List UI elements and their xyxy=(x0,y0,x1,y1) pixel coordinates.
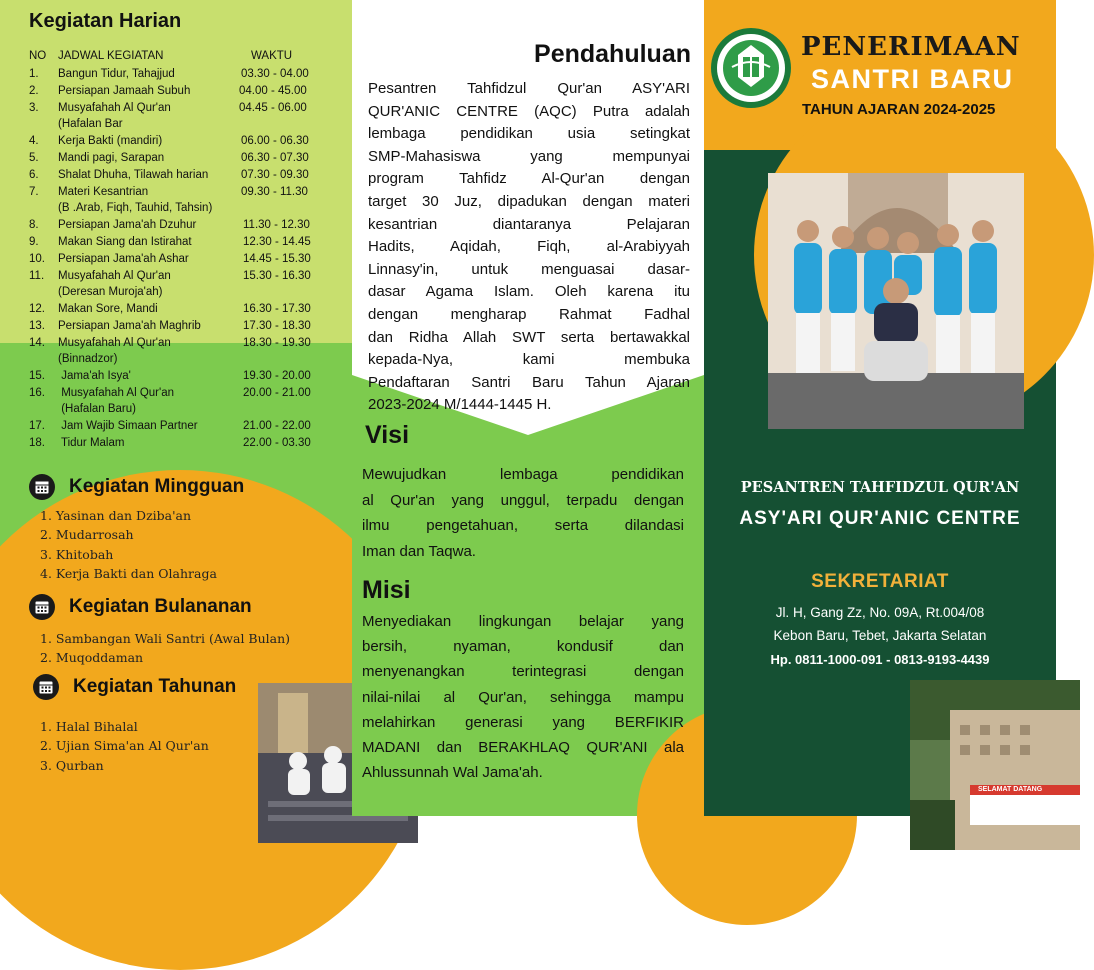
list-item: 3. Khitobah xyxy=(40,546,114,562)
yearly-heading xyxy=(33,674,236,700)
row-activity: Musyafahah Al Qur'an (Binnadzor) xyxy=(58,337,171,365)
middle-panel xyxy=(352,0,704,816)
row-number: 14. xyxy=(29,337,45,349)
row-number: 8. xyxy=(29,219,39,231)
text-line: Linnasy'in, untuk menguasai dasar- xyxy=(368,260,690,278)
text-line: lembaga pendidikan usia setingkat xyxy=(368,125,690,143)
text-line: MADANI dan BERAKHLAQ QUR'ANI ala xyxy=(362,739,684,757)
intro-text xyxy=(368,78,690,417)
banner-text: SELAMAT DATANG xyxy=(978,786,1043,793)
title-penerimaan: PENERIMAAN xyxy=(801,32,1021,62)
schedule-header xyxy=(29,50,329,64)
text-line: SMP-Mahasiswa yang mempunyai xyxy=(368,147,690,165)
left-panel xyxy=(0,0,352,816)
table-row xyxy=(29,150,349,167)
text-line: Pesantren Tahfidzul Qur'an ASY'ARI xyxy=(368,80,690,97)
monthly-heading xyxy=(29,594,252,620)
row-number: 11. xyxy=(29,270,45,282)
row-number: 18. xyxy=(29,437,45,449)
monthly-list xyxy=(40,629,290,668)
text-line: target 30 Juz, dipadukan dengan materi xyxy=(368,192,690,210)
table-row xyxy=(29,368,349,385)
table-row xyxy=(29,301,349,318)
row-time: 17.30 - 18.30 xyxy=(243,320,311,332)
calendar-icon xyxy=(33,674,59,700)
row-time: 04.00 - 45.00 xyxy=(239,85,307,97)
text-line: Menyediakan lingkungan belajar yang xyxy=(362,613,684,630)
weekly-title: Kegiatan Mingguan xyxy=(69,476,245,497)
table-row xyxy=(29,335,349,368)
header-activity: JADWAL KEGIATAN xyxy=(58,50,164,62)
text-line: QUR'ANIC CENTRE (AQC) Putra adalah xyxy=(368,102,690,120)
list-item: 2. Ujian Sima'an Al Qur'an xyxy=(40,738,209,754)
misi-title: Misi xyxy=(362,576,411,604)
address-line-1: Jl. H, Gang Zz, No. 09A, Rt.004/08 xyxy=(775,605,985,620)
visi-title: Visi xyxy=(365,421,410,449)
text-line: al Qur'an yang unggul, terpadu dengan xyxy=(362,491,684,509)
text-line: ilmu pengetahuan, serta dilandasi xyxy=(362,517,684,535)
table-row xyxy=(29,167,349,184)
table-row xyxy=(29,66,349,83)
row-number: 7. xyxy=(29,186,39,198)
row-activity: Persiapan Jamaah Subuh xyxy=(58,85,191,97)
row-number: 13. xyxy=(29,320,45,332)
row-number: 15. xyxy=(29,370,45,382)
building-photo xyxy=(910,680,1080,850)
table-row xyxy=(29,251,349,268)
row-time: 22.00 - 03.30 xyxy=(243,437,311,449)
text-line: kesantrian diantaranya Pelajaran xyxy=(368,215,690,233)
row-activity: Kerja Bakti (mandiri) xyxy=(58,135,163,147)
row-number: 2. xyxy=(29,85,39,97)
row-number: 1. xyxy=(29,68,39,80)
table-row xyxy=(29,385,349,418)
text-line: dasar Agama Islam. Oleh karena itu xyxy=(368,283,690,301)
table-row xyxy=(29,418,349,435)
text-line: kepada-Nya, kami membuka xyxy=(368,351,690,369)
row-activity: Bangun Tidur, Tahajjud xyxy=(58,68,175,80)
daily-title: Kegiatan Harian xyxy=(29,10,182,32)
text-line: Ahlussunnah Wal Jama'ah. xyxy=(362,764,543,782)
right-panel xyxy=(704,0,1056,816)
row-number: 10. xyxy=(29,253,45,265)
row-time: 21.00 - 22.00 xyxy=(243,420,311,432)
row-number: 5. xyxy=(29,152,39,164)
list-item: 1. Halal Bihalal xyxy=(40,719,138,734)
intro-title: Pendahuluan xyxy=(534,40,691,68)
text-line: program Tahfidz Al-Qur'an dengan xyxy=(368,170,690,188)
table-row xyxy=(29,318,349,335)
misi-text xyxy=(362,609,684,785)
table-row xyxy=(29,83,349,100)
row-activity: Musyafahah Al Qur'an (Hafalan Baru) xyxy=(61,387,174,415)
row-activity: Shalat Dhuha, Tilawah harian xyxy=(58,169,209,181)
phone-number: Hp. 0811-1000-091 - 0813-9193-4439 xyxy=(770,652,990,667)
list-item: 2. Muqoddaman xyxy=(40,650,144,666)
row-time: 06.00 - 06.30 xyxy=(241,135,309,147)
list-item: 4. Kerja Bakti dan Olahraga xyxy=(40,565,217,581)
title-santri-baru: SANTRI BARU xyxy=(811,64,1014,94)
table-row xyxy=(29,268,349,301)
row-activity: Mandi pagi, Sarapan xyxy=(58,152,165,164)
calendar-icon xyxy=(29,594,55,620)
row-number: 17. xyxy=(29,420,45,432)
institution-name-2: ASY'ARI QUR'ANIC CENTRE xyxy=(739,508,1021,529)
table-row xyxy=(29,100,349,133)
row-time: 15.30 - 16.30 xyxy=(243,270,311,282)
row-activity: Makan Sore, Mandi xyxy=(58,303,158,315)
row-number: 16. xyxy=(29,387,45,399)
row-time: 14.45 - 15.30 xyxy=(243,253,311,265)
text-line: 2023-2024 M/1444-1445 H. xyxy=(368,396,552,414)
schedule-table xyxy=(29,66,349,452)
row-time: 18.30 - 19.30 xyxy=(243,337,311,349)
row-activity: Persiapan Jama'ah Dzuhur xyxy=(58,219,197,231)
secretariat-title: SEKRETARIAT xyxy=(811,571,949,592)
text-line: Mewujudkan lembaga pendidikan xyxy=(362,466,684,483)
row-time: 07.30 - 09.30 xyxy=(241,169,309,181)
row-number: 6. xyxy=(29,169,39,181)
table-row xyxy=(29,184,349,217)
row-time: 06.30 - 07.30 xyxy=(241,152,309,164)
list-item: 3. Qurban xyxy=(40,757,104,773)
row-number: 9. xyxy=(29,236,39,248)
list-item: 2. Mudarrosah xyxy=(40,527,134,543)
monthly-title: Kegiatan Bulananan xyxy=(69,596,252,617)
row-time: 11.30 - 12.30 xyxy=(243,219,310,231)
list-item: 1. Sambangan Wali Santri (Awal Bulan) xyxy=(40,631,291,646)
text-line: Pendaftaran Santri Baru Tahun Ajaran xyxy=(368,373,690,391)
weekly-heading xyxy=(29,474,244,500)
row-activity: Persiapan Jama'ah Maghrib xyxy=(58,320,201,332)
row-number: 4. xyxy=(29,135,39,147)
row-time: 09.30 - 11.30 xyxy=(241,186,308,198)
row-time: 20.00 - 21.00 xyxy=(243,387,311,399)
row-activity: Persiapan Jama'ah Ashar xyxy=(58,253,189,265)
institution-logo xyxy=(710,27,792,109)
list-item: 1. Yasinan dan Dziba'an xyxy=(40,508,192,523)
text-line: dan Ridha Allah SWT serta bertawakkal xyxy=(368,328,690,346)
row-time: 03.30 - 04.00 xyxy=(241,68,309,80)
address-line-2: Kebon Baru, Tebet, Jakarta Selatan xyxy=(773,628,987,643)
row-activity: Jama'ah Isya' xyxy=(58,370,131,382)
text-line: dengan mengharap Rahmat Fadhal xyxy=(368,305,690,323)
institution-name-1: PESANTREN TAHFIDZUL QUR'AN xyxy=(740,479,1020,496)
row-time: 04.45 - 06.00 xyxy=(239,102,307,114)
table-row xyxy=(29,217,349,234)
row-activity: Materi Kesantrian (B .Arab, Fiqh, Tauhid, Tahsin) xyxy=(58,186,213,214)
text-line: melahirkan generasi yang BERFIKIR xyxy=(362,713,684,731)
row-time: 19.30 - 20.00 xyxy=(243,370,311,382)
row-activity: Musyafahah Al Qur'an (Hafalan Bar xyxy=(58,102,171,130)
text-line: Hadits, Aqidah, Fiqh, al-Arabiyyah xyxy=(368,238,690,256)
row-activity: Musyafahah Al Qur'an (Deresan Muroja'ah) xyxy=(58,270,171,298)
title-academic-year: TAHUN AJARAN 2024-2025 xyxy=(802,101,996,118)
row-number: 12. xyxy=(29,303,45,315)
weekly-list xyxy=(40,506,217,583)
table-row xyxy=(29,435,349,452)
yearly-title: Kegiatan Tahunan xyxy=(73,676,237,697)
row-time: 16.30 - 17.30 xyxy=(243,303,311,315)
text-line: nilai-nilai al Qur'an, sehingga mampu xyxy=(362,688,684,706)
text-line: Iman dan Taqwa. xyxy=(362,542,476,560)
yearly-list xyxy=(40,717,209,775)
table-row xyxy=(29,234,349,251)
row-activity: Makan Siang dan Istirahat xyxy=(58,236,192,248)
text-line: bersih, nyaman, kondusif dan xyxy=(362,638,684,656)
text-line: menyenangkan terintegrasi dengan xyxy=(362,663,684,681)
row-activity: Tidur Malam xyxy=(58,437,125,449)
row-time: 12.30 - 14.45 xyxy=(243,236,311,248)
calendar-icon xyxy=(29,474,55,500)
row-activity: Jam Wajib Simaan Partner xyxy=(58,420,198,432)
students-photo xyxy=(768,173,1024,429)
row-number: 3. xyxy=(29,102,39,114)
header-time: WAKTU xyxy=(251,50,293,62)
visi-text xyxy=(362,462,684,564)
header-no: NO xyxy=(29,50,47,62)
table-row xyxy=(29,133,349,150)
